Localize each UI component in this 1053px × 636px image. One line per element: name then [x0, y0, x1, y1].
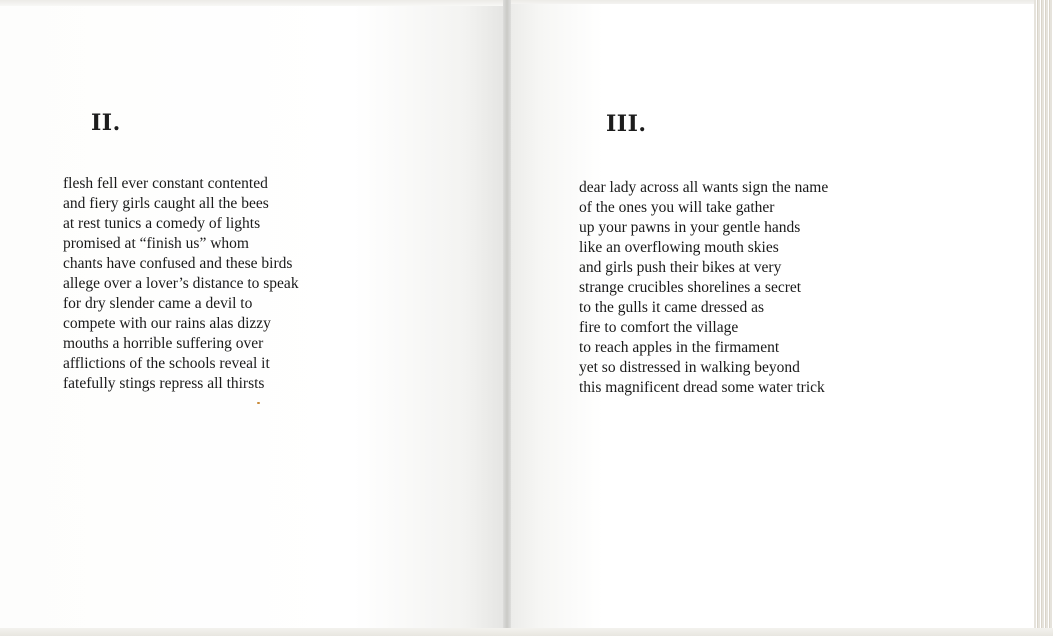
book-gutter [503, 0, 511, 636]
paper-speck [257, 402, 260, 404]
poem-line: fire to comfort the village [579, 319, 739, 336]
poem-line: promised at “finish us” whom [63, 235, 249, 252]
poem-line: chants have confused and these birds [63, 255, 293, 272]
poem-line: yet so distressed in walking beyond [579, 359, 800, 376]
right-poem [579, 178, 828, 398]
scan-bottom-edge [0, 628, 1053, 636]
poem-line: and fiery girls caught all the bees [63, 195, 269, 212]
poem-line: mouths a horrible suffering over [63, 335, 264, 352]
poem-line: to reach apples in the firmament [579, 339, 780, 356]
poem-line: compete with our rains alas dizzy [63, 315, 271, 332]
poem-line: fatefully stings repress all thirsts [63, 375, 265, 392]
poem-line: allege over a lover’s distance to speak [63, 275, 299, 292]
poem-line: flesh fell ever constant contented [63, 175, 268, 192]
left-section-heading: II. [91, 110, 121, 136]
poem-line: at rest tunics a comedy of lights [63, 215, 261, 232]
poem-line: to the gulls it came dressed as [579, 299, 765, 316]
poem-line: for dry slender came a devil to [63, 295, 253, 312]
poem-line: dear lady across all wants sign the name [579, 179, 829, 196]
right-section-heading: III. [606, 111, 647, 137]
page-edges [1034, 0, 1053, 636]
poem-line: up your pawns in your gentle hands [579, 219, 801, 236]
left-poem [63, 174, 299, 394]
poem-line: this magnificent dread some water trick [579, 379, 825, 396]
poem-line: and girls push their bikes at very [579, 259, 782, 276]
poem-line: afflictions of the schools reveal it [63, 355, 270, 372]
poem-line: of the ones you will take gather [579, 199, 775, 216]
poem-line: like an overflowing mouth skies [579, 239, 779, 256]
poem-line: strange crucibles shorelines a secret [579, 279, 802, 296]
